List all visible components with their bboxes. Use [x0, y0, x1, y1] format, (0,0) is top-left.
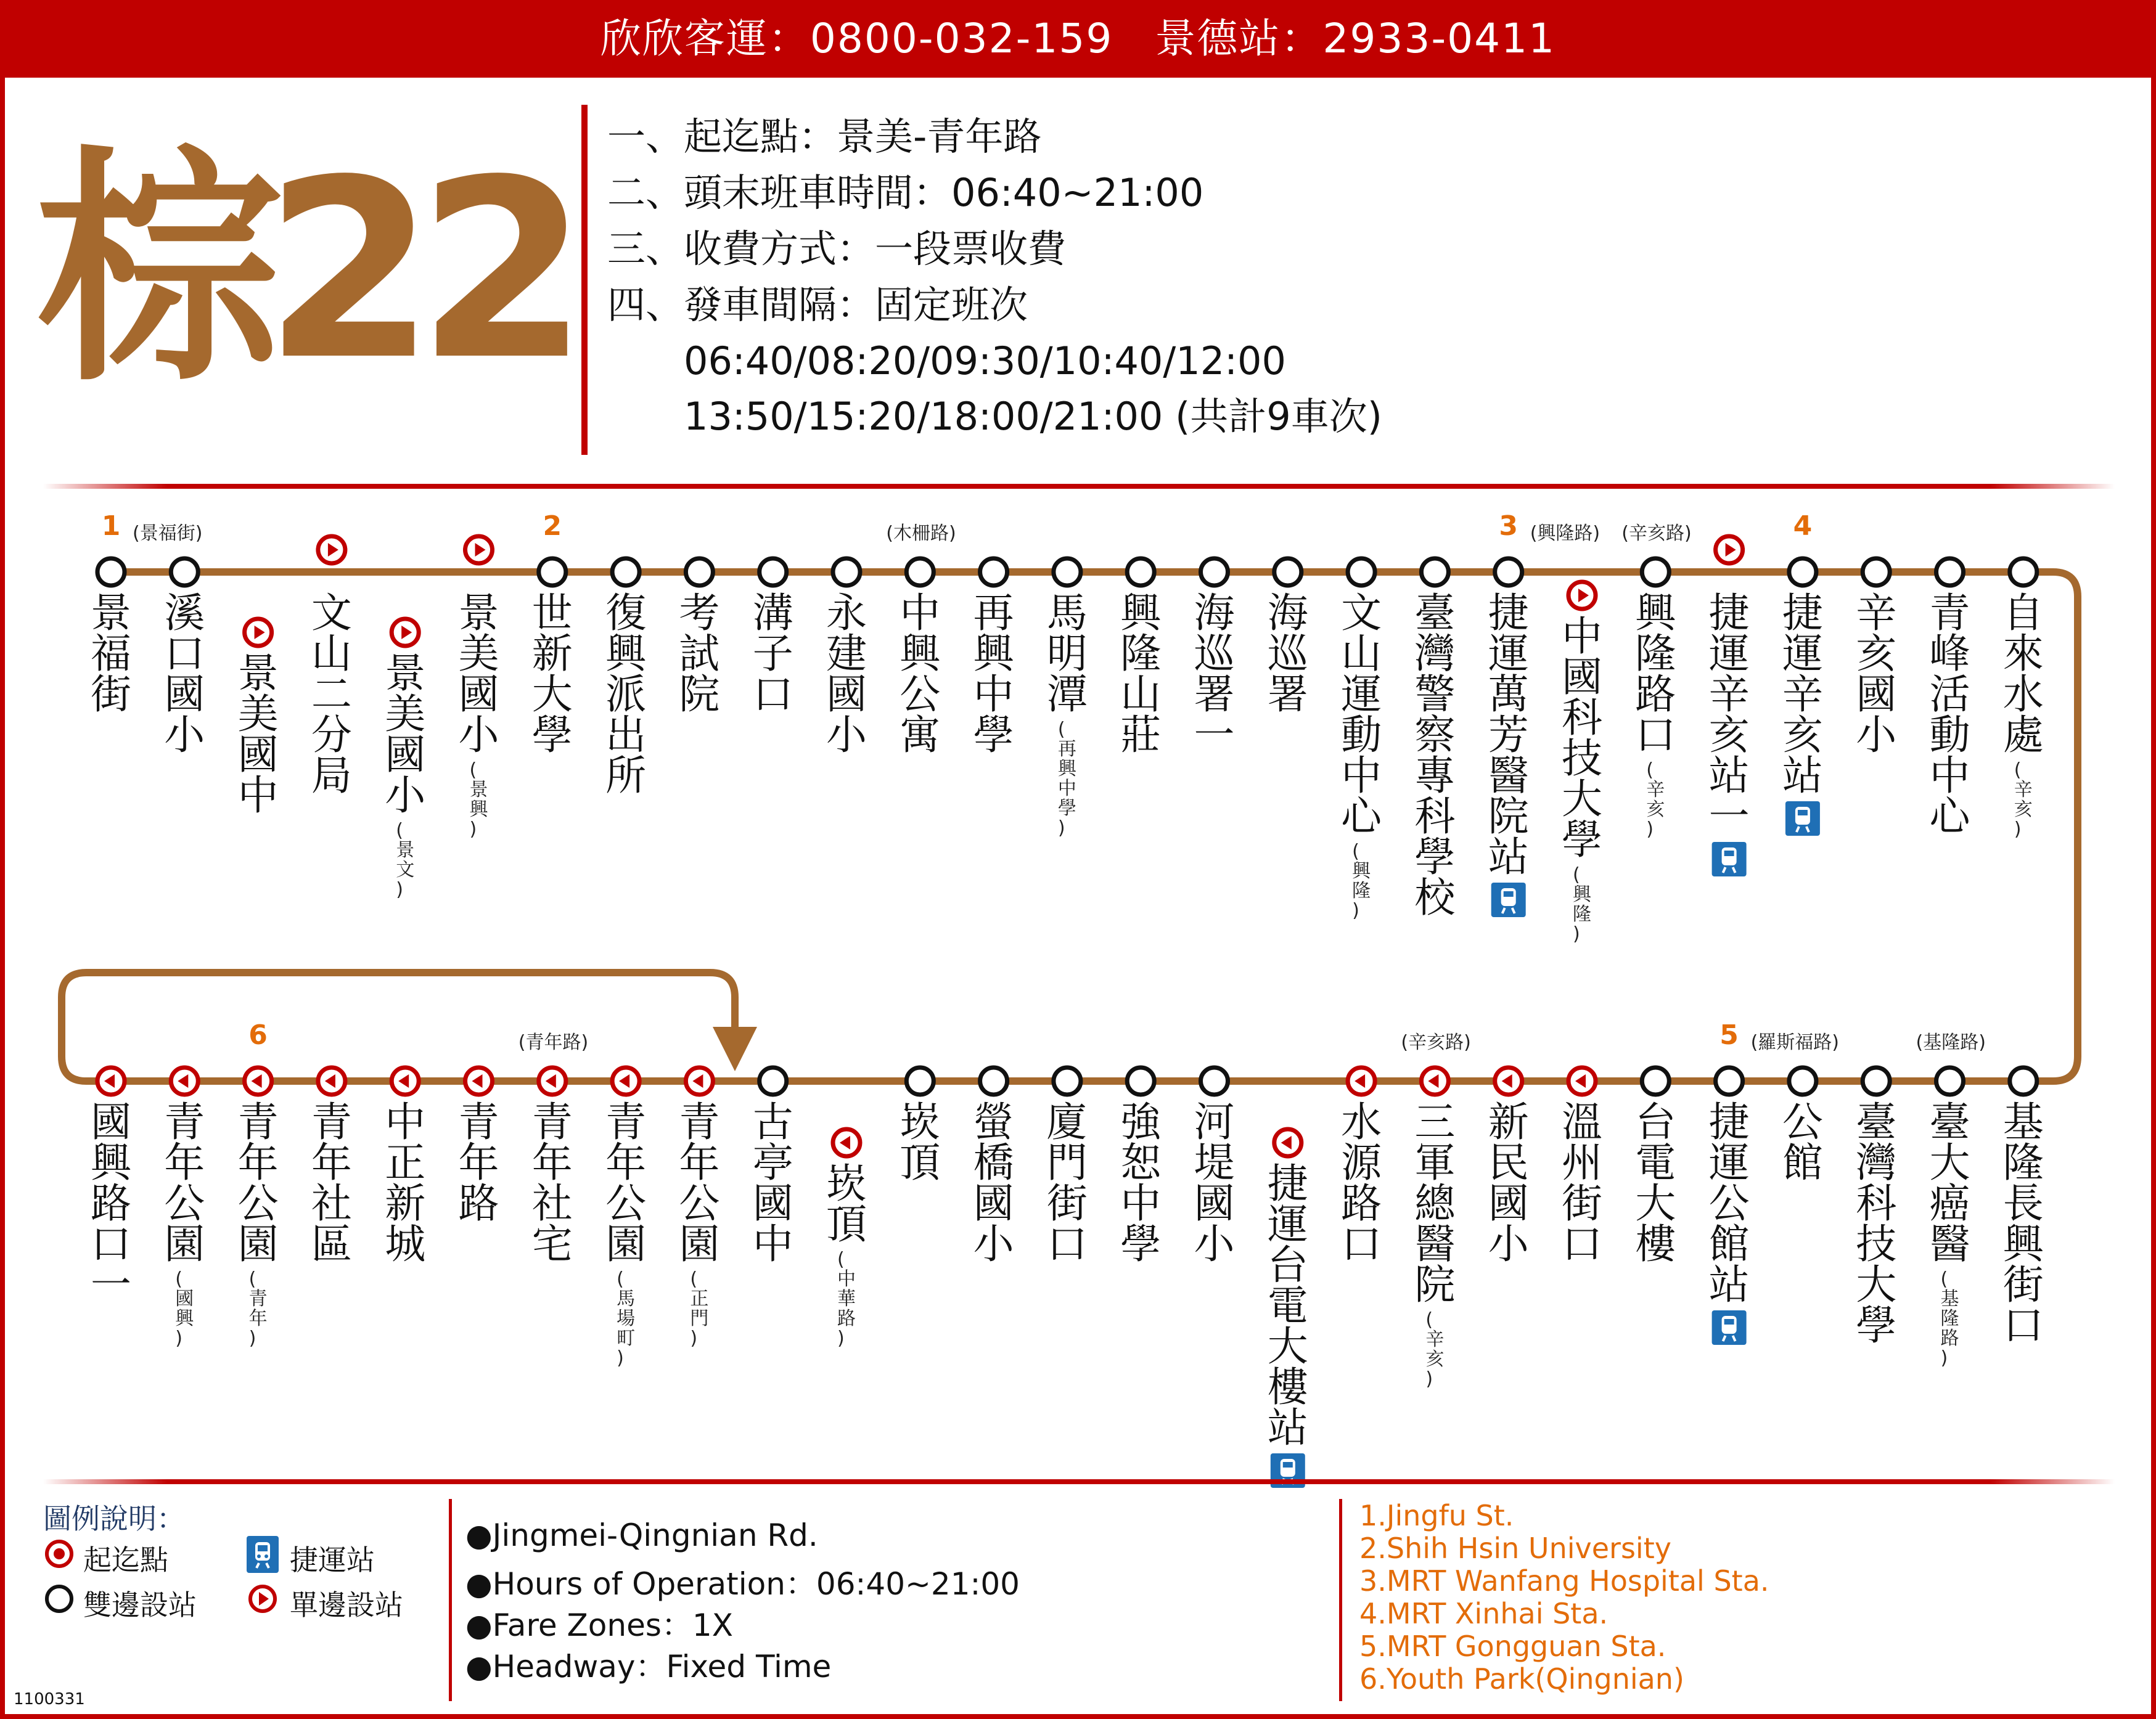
stop-name-top-18: 臺 灣 警 察 專 科 學 校 [1414, 589, 1456, 921]
stop-name-top-6: 世 新 大 學 [531, 589, 573, 759]
stop-marker-top-24 [1863, 558, 1890, 586]
stop-marker-bottom-4 [391, 1068, 419, 1095]
road-label-bottom-6: (青年路) [518, 1032, 589, 1053]
stop-marker-bottom-26 [2010, 1068, 2037, 1095]
header-bar: 欣欣客運：0800-032-159 景德站：2933-0411 [0, 0, 2156, 78]
stop-name-bottom-18: 三 軍 總 醫 院 [1414, 1098, 1456, 1309]
stop-name-bottom-0: 國 興 路 口 一 [91, 1098, 131, 1309]
info-line-2: 二、頭末班車時間：06:40~21:00 [607, 170, 1204, 215]
stop-marker-bottom-23 [1789, 1068, 1816, 1095]
stop-sub-top-26: ( 辛 亥 ) [2014, 759, 2033, 840]
stop-name-bottom-20: 溫 州 街 口 [1562, 1098, 1602, 1268]
stop-sub-top-5: ( 景 興 ) [469, 759, 488, 840]
stop-marker-top-25 [1937, 558, 1964, 586]
road-label-bottom-22: (羅斯福路) [1750, 1032, 1840, 1053]
stop-name-top-23: 捷 運 辛 亥 站 [1782, 589, 1823, 799]
info-line-6: 13:50/15:20/18:00/21:00 (共計9車次) [607, 394, 1382, 439]
stop-name-bottom-22: 捷 運 公 館 站 [1708, 1098, 1750, 1309]
stop-name-bottom-16: 捷 運 台 電 大 樓 站 [1267, 1160, 1308, 1452]
stop-name-bottom-17: 水 源 路 口 [1341, 1098, 1382, 1268]
legend-terminal: 起迄點 [83, 1543, 168, 1577]
stop-marker-top-20 [1568, 582, 1596, 609]
stop-name-top-8: 考 試 院 [679, 589, 720, 718]
stop-marker-top-8 [686, 558, 713, 586]
stop-marker-top-21 [1642, 558, 1669, 586]
stop-name-top-4: 景 美 國 小 [385, 650, 426, 819]
stop-marker-top-6 [539, 558, 566, 586]
one-side-stop-icon [247, 1583, 279, 1615]
mrt-icon [247, 1536, 279, 1573]
both-side-stop-icon [43, 1583, 75, 1615]
stop-name-top-1: 溪 口 國 小 [164, 589, 205, 759]
stop-marker-bottom-7 [612, 1068, 639, 1095]
stop-marker-bottom-11 [906, 1068, 933, 1095]
stop-marker-bottom-22 [1716, 1068, 1743, 1095]
stop-marker-bottom-5 [465, 1068, 493, 1095]
legend-both-side: 雙邊設站 [83, 1588, 197, 1622]
stop-name-top-16: 海 巡 署 [1267, 589, 1308, 718]
legend-one-side: 單邊設站 [290, 1588, 403, 1622]
stop-marker-bottom-18 [1421, 1068, 1448, 1095]
stop-name-bottom-2: 青 年 公 園 [237, 1098, 279, 1268]
stop-name-bottom-13: 廈 門 街 口 [1046, 1098, 1088, 1268]
map-code: 1100331 [14, 1690, 85, 1709]
en-list-5: 5.MRT Gongguan Sta. [1359, 1630, 1666, 1663]
stop-marker-top-18 [1421, 558, 1448, 586]
stop-marker-top-17 [1348, 558, 1375, 586]
stop-name-bottom-12: 螢 橋 國 小 [973, 1098, 1014, 1268]
milestone-number-bottom-2: 6 [248, 1019, 268, 1051]
en-info-fare: ●Fare Zones：1X [465, 1607, 733, 1643]
stop-name-top-24: 辛 亥 國 小 [1856, 589, 1897, 759]
stop-marker-top-4 [391, 619, 419, 646]
stop-marker-bottom-16 [1274, 1129, 1301, 1156]
milestone-number-top-23: 4 [1793, 510, 1813, 542]
stop-marker-top-15 [1201, 558, 1228, 586]
stop-marker-bottom-21 [1642, 1068, 1669, 1095]
stop-name-bottom-1: 青 年 公 園 [164, 1098, 205, 1268]
legend-mrt: 捷運站 [290, 1543, 375, 1577]
info-line-4: 四、發車間隔：固定班次 [607, 282, 1028, 327]
info-line-1: 一、起迄點：景美-青年路 [607, 114, 1042, 159]
divider-bottom [43, 1479, 2115, 1484]
stop-marker-bottom-9 [760, 1068, 787, 1095]
stop-name-bottom-23: 公 館 [1782, 1098, 1823, 1186]
route-number: 棕22 [36, 128, 570, 414]
stop-name-bottom-14: 強 恕 中 學 [1120, 1098, 1162, 1268]
stop-sub-bottom-25: ( 基 隆 路 ) [1940, 1268, 1959, 1369]
stop-marker-bottom-10 [833, 1129, 860, 1156]
milestone-number-top-0: 1 [101, 510, 121, 542]
mrt-icon-top-19 [1491, 883, 1526, 917]
stop-name-bottom-26: 基 隆 長 興 街 口 [2002, 1098, 2044, 1349]
road-label-top-21: (辛亥路) [1621, 523, 1692, 544]
stop-name-bottom-15: 河 堤 國 小 [1194, 1098, 1235, 1268]
stop-marker-bottom-24 [1863, 1068, 1890, 1095]
info-line-5: 06:40/08:20/09:30/10:40/12:00 [607, 338, 1286, 383]
terminal-icon [43, 1538, 75, 1570]
stop-name-top-22: 捷 運 辛 亥 站 一 [1708, 589, 1750, 840]
stop-name-top-9: 溝 子 口 [752, 589, 793, 718]
stop-marker-bottom-1 [171, 1068, 198, 1095]
stop-marker-bottom-25 [1937, 1068, 1964, 1095]
stop-marker-bottom-12 [980, 1068, 1007, 1095]
stop-name-top-13: 馬 明 潭 [1046, 589, 1088, 718]
stop-name-top-20: 中 國 科 技 大 學 [1562, 613, 1602, 864]
stop-name-bottom-5: 青 年 路 [458, 1098, 499, 1227]
stop-marker-top-9 [760, 558, 787, 586]
stop-marker-top-10 [833, 558, 860, 586]
stop-sub-bottom-2: ( 青 年 ) [248, 1268, 268, 1349]
stop-marker-top-16 [1274, 558, 1301, 586]
stop-marker-bottom-20 [1568, 1068, 1596, 1095]
stop-name-top-25: 青 峰 活 動 中 心 [1929, 589, 1970, 840]
stop-name-bottom-3: 青 年 社 區 [311, 1098, 352, 1268]
stop-name-top-26: 自 來 水 處 [2002, 589, 2044, 759]
milestone-number-top-19: 3 [1499, 510, 1518, 542]
stop-name-bottom-19: 新 民 國 小 [1488, 1098, 1529, 1268]
stop-sub-top-13: ( 再 興 中 學 ) [1057, 719, 1076, 839]
stop-sub-bottom-18: ( 辛 亥 ) [1425, 1309, 1445, 1390]
stop-name-bottom-21: 台 電 大 樓 [1635, 1098, 1676, 1268]
stop-sub-bottom-1: ( 國 興 ) [175, 1268, 194, 1349]
milestone-number-bottom-22: 5 [1719, 1019, 1739, 1051]
stop-sub-bottom-7: ( 馬 場 町 ) [617, 1268, 636, 1369]
stop-marker-bottom-3 [318, 1068, 345, 1095]
stop-marker-top-2 [245, 619, 272, 646]
legend-divider-2 [1339, 1499, 1342, 1701]
road-label-bottom-25: (基隆路) [1916, 1032, 1986, 1053]
stop-marker-bottom-15 [1201, 1068, 1228, 1095]
legend-divider-1 [449, 1499, 452, 1701]
stop-marker-top-0 [97, 558, 125, 586]
stop-name-bottom-9: 古 亭 國 中 [752, 1098, 793, 1268]
stop-marker-bottom-0 [97, 1068, 125, 1095]
stop-name-top-17: 文 山 運 動 中 心 [1341, 589, 1382, 840]
stop-sub-top-17: ( 興 隆 ) [1352, 841, 1371, 921]
stop-marker-top-13 [1054, 558, 1081, 586]
stop-marker-top-7 [612, 558, 639, 586]
stop-marker-top-5 [465, 536, 493, 563]
info-line-3: 三、收費方式：一段票收費 [607, 226, 1067, 271]
stop-marker-bottom-14 [1127, 1068, 1154, 1095]
stop-name-bottom-8: 青 年 公 園 [679, 1098, 720, 1268]
road-label-top-11: (木柵路) [886, 523, 956, 544]
stop-sub-top-4: ( 景 文 ) [396, 820, 415, 900]
en-list-6: 6.Youth Park(Qingnian) [1359, 1662, 1684, 1696]
stop-name-bottom-11: 崁 頂 [900, 1098, 941, 1186]
stop-marker-bottom-17 [1348, 1068, 1375, 1095]
stop-sub-top-21: ( 辛 亥 ) [1646, 759, 1665, 840]
en-info-route: ●Jingmei-Qingnian Rd. [465, 1517, 818, 1553]
en-info-headway: ●Headway：Fixed Time [465, 1649, 832, 1684]
stop-name-bottom-7: 青 年 公 園 [605, 1098, 647, 1268]
mrt-icon-top-23 [1785, 801, 1820, 836]
stop-marker-bottom-2 [245, 1068, 272, 1095]
en-list-3: 3.MRT Wanfang Hospital Sta. [1359, 1564, 1769, 1598]
stop-name-bottom-24: 臺 灣 科 技 大 學 [1856, 1098, 1897, 1349]
milestone-number-top-6: 2 [543, 510, 562, 542]
stop-marker-top-26 [2010, 558, 2037, 586]
road-label-top-0: (景福街) [133, 523, 203, 544]
stop-name-top-10: 永 建 國 小 [826, 589, 867, 759]
stop-marker-top-19 [1495, 558, 1522, 586]
stop-marker-bottom-6 [539, 1068, 566, 1095]
stop-name-bottom-6: 青 年 社 宅 [531, 1098, 573, 1268]
route-line-loop [62, 973, 774, 1081]
mrt-icon-top-22 [1712, 842, 1747, 876]
stop-name-top-14: 興 隆 山 莊 [1120, 589, 1162, 759]
stop-marker-top-3 [318, 536, 345, 563]
stop-marker-top-23 [1789, 558, 1816, 586]
stop-name-bottom-4: 中 正 新 城 [385, 1098, 426, 1268]
stop-name-top-0: 景 福 街 [91, 589, 131, 718]
stop-name-top-19: 捷 運 萬 芳 醫 院 站 [1488, 589, 1529, 881]
stop-sub-bottom-10: ( 中 華 路 ) [837, 1249, 856, 1349]
stop-name-top-3: 文 山 二 分 局 [311, 589, 352, 799]
stop-sub-bottom-8: ( 正 門 ) [690, 1268, 709, 1349]
stop-marker-bottom-8 [686, 1068, 713, 1095]
stop-marker-top-12 [980, 558, 1007, 586]
road-label-bottom-18: (辛亥路) [1401, 1032, 1471, 1053]
stop-marker-top-1 [171, 558, 198, 586]
en-list-4: 4.MRT Xinhai Sta. [1359, 1597, 1609, 1630]
mrt-icon-bottom-22 [1712, 1310, 1747, 1345]
stop-marker-top-11 [906, 558, 933, 586]
stop-name-top-21: 興 隆 路 口 [1635, 589, 1676, 759]
en-list-2: 2.Shih Hsin University [1359, 1532, 1671, 1565]
stop-name-top-5: 景 美 國 小 [458, 589, 499, 759]
stop-name-bottom-25: 臺 大 癌 醫 [1929, 1098, 1970, 1268]
stop-name-top-7: 復 興 派 出 所 [605, 589, 647, 799]
stop-marker-top-14 [1127, 558, 1154, 586]
en-list-1: 1.Jingfu St. [1359, 1499, 1514, 1532]
stop-sub-top-20: ( 興 隆 ) [1573, 864, 1591, 945]
stop-name-top-11: 中 興 公 寓 [900, 589, 941, 759]
stop-name-top-2: 景 美 國 中 [237, 650, 279, 819]
stop-marker-bottom-13 [1054, 1068, 1081, 1095]
stop-marker-top-22 [1716, 536, 1743, 563]
stop-name-bottom-10: 崁 頂 [826, 1160, 867, 1248]
stop-name-top-12: 再 興 中 學 [973, 589, 1014, 759]
stop-name-top-15: 海 巡 署 一 [1194, 589, 1235, 759]
legend-title: 圖例說明： [43, 1502, 185, 1535]
en-info-hours: ●Hours of Operation：06:40~21:00 [465, 1566, 1020, 1602]
road-label-top-19: (興隆路) [1530, 523, 1601, 544]
stop-marker-bottom-19 [1495, 1068, 1522, 1095]
